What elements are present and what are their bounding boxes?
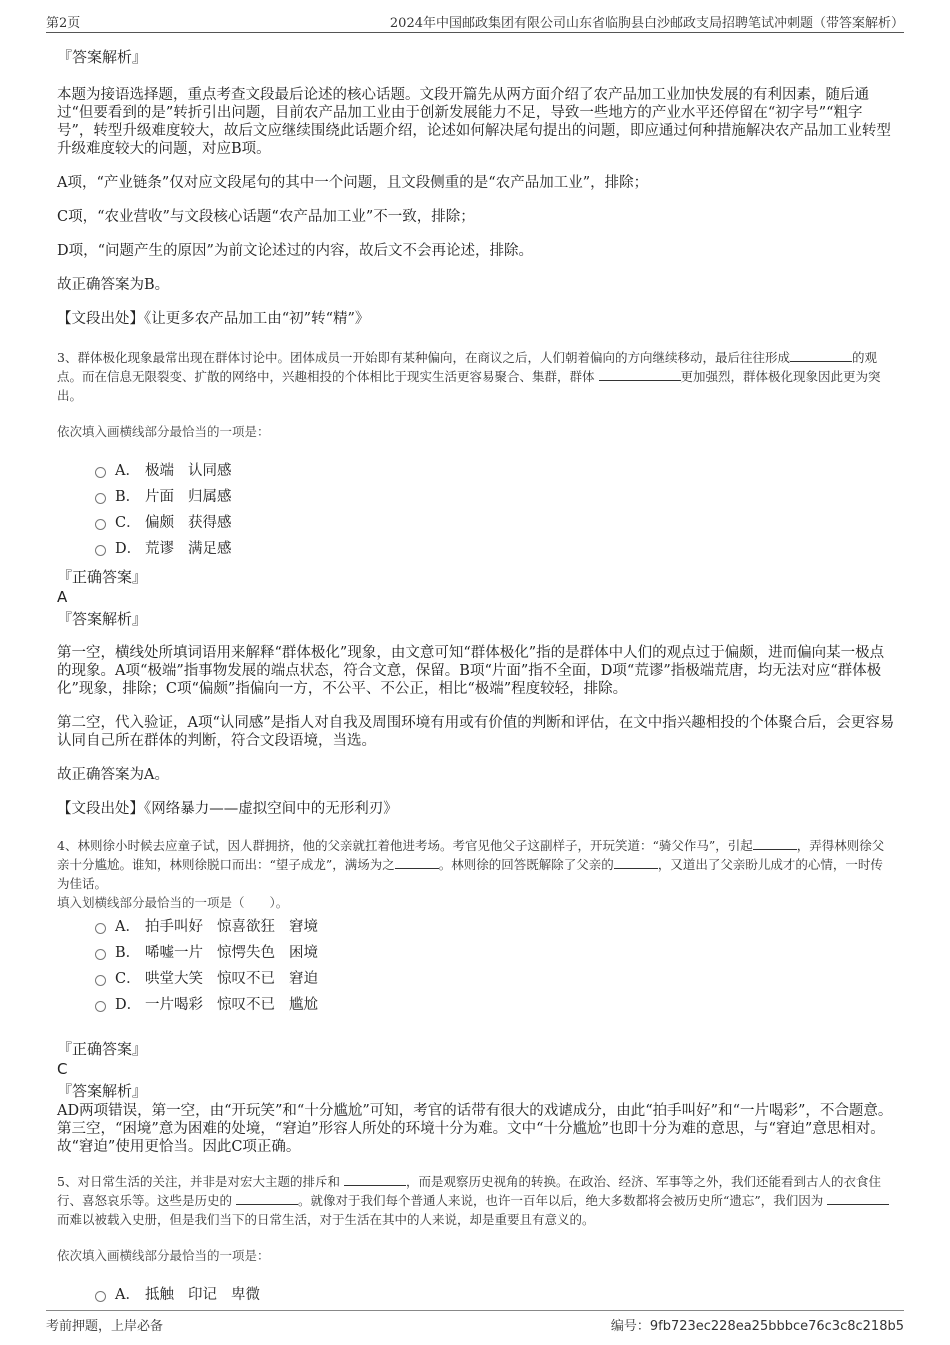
- q4-analysis: AD两项错误，第一空，由“开玩笑”和“十分尴尬”可知，考官的话带有很大的戏谑成分，由此“拍手叫好”和“一片喝彩”，不合题意。第三空，“困境”意为困难的处境，“窘迫”形容人所处的环境十分为难。文中“十分尴尬”也即十分为难的意思，与“窘迫”意思相对。故“窘迫”使用更恰当。因此C项正确。: [57, 1103, 893, 1155]
- q5-blank-2: [236, 1192, 298, 1205]
- radio-icon[interactable]: [95, 923, 106, 934]
- q4-blank-2: [395, 856, 439, 869]
- footer-slogan: 考前押题，上岸必备: [46, 1319, 164, 1334]
- radio-icon[interactable]: [95, 493, 106, 504]
- q4-correct-answer: C: [57, 1060, 68, 1078]
- q4-option-c[interactable]: C． 哄堂大笑 惊叹不已 窘迫: [95, 966, 895, 992]
- q3-source-label: 【文段出处】: [57, 801, 144, 817]
- q2-source-title: 《让更多农产品加工由“初”转“精”》: [144, 311, 370, 327]
- q5-instruction: 依次填入画横线部分最恰当的一项是：: [57, 1248, 270, 1263]
- q5-question-text: 5、对日常生活的关注，并非是对宏大主题的排斥和 ，而是观察历史视角的转换。在政治、经济、军事等之外，我们还能看到古人的衣食住行、喜怒哀乐等。这些是历史的 。就像对于我们每个普通人来说，也许一百年以后，绝大多数都将会被历史所“遗忘”，我们因为 而难以被载入史册，但是我们当下的日常生活，对于生活在其中的人来说，却是重要且有意义的。: [57, 1172, 895, 1229]
- q5-blank-3: [827, 1192, 889, 1205]
- q3-option-a[interactable]: A． 极端 认同感: [95, 458, 895, 484]
- q4-option-d[interactable]: D． 一片喝彩 惊叹不已 尴尬: [95, 992, 895, 1018]
- page-footer: [46, 1310, 904, 1339]
- q3-analysis-para-2: 第二空，代入验证，A项“认同感”是指人对自我及周围环境有用或有价值的判断和评估，在文中指兴趣相投的个体聚合后，会更容易认同自己所在群体的判断，符合文段语境，当选。: [57, 715, 895, 749]
- q3-option-d[interactable]: D． 荒谬 满足感: [95, 536, 895, 562]
- q3-instruction: 依次填入画横线部分最恰当的一项是：: [57, 424, 270, 439]
- q3-options: [95, 458, 895, 562]
- q3-source: [57, 800, 895, 818]
- page-header: [46, 10, 904, 33]
- document-id: [611, 1315, 904, 1334]
- q4-blank-3: [614, 856, 658, 869]
- q5-options: [95, 1282, 895, 1308]
- q3-analysis-label: 『答案解析』: [57, 610, 148, 628]
- q3-correct-label: 『正确答案』: [57, 568, 148, 586]
- document-title: 2024年中国邮政集团有限公司山东省临朐县白沙邮政支局招聘笔试冲刺题（带答案解析）: [389, 16, 904, 31]
- q2-analysis-c: C项，“农业营收”与文段核心话题“农产品加工业”不一致，排除；: [57, 209, 475, 225]
- radio-icon[interactable]: [95, 545, 106, 556]
- q3-option-c[interactable]: C． 偏颇 获得感: [95, 510, 895, 536]
- document-id-value: 9fb723ec228ea25bbbce76c3c8c218b5: [649, 1319, 904, 1334]
- q3-source-title: 《网络暴力——虚拟空间中的无形利刃》: [144, 801, 398, 817]
- radio-icon[interactable]: [95, 519, 106, 530]
- q4-option-b[interactable]: B． 唏嘘一片 惊愕失色 困境: [95, 940, 895, 966]
- q2-source-label: 【文段出处】: [57, 311, 144, 327]
- q4-blank-1: [753, 837, 797, 850]
- q3-correct-answer: A: [57, 588, 68, 606]
- q3-conclusion: 故正确答案为A。: [57, 767, 169, 783]
- q4-option-a[interactable]: A． 拍手叫好 惊喜欲狂 窘境: [95, 914, 895, 940]
- q2-analysis-label: 『答案解析』: [57, 48, 148, 66]
- q4-instruction: 填入划横线部分最恰当的一项是（ ）。: [57, 895, 289, 910]
- q3-option-b[interactable]: B． 片面 归属感: [95, 484, 895, 510]
- radio-icon[interactable]: [95, 467, 106, 478]
- document-content: [57, 42, 895, 1308]
- q5-option-a[interactable]: A． 抵触 印记 卑微: [95, 1282, 895, 1308]
- q3-question-text: 3、群体极化现象最常出现在群体讨论中。团体成员一开始即有某种偏向，在商议之后，人们朝着偏向的方向继续移动，最后往往形成 的观点。而在信息无限裂变、扩散的网络中，兴趣相投的个体相比于现实生活更容易聚合、集群，群体 更加强烈，群体极化现象因此更为突出。: [57, 350, 881, 403]
- page-number: 第2页: [46, 16, 81, 31]
- q2-analysis-d: D项，“问题产生的原因”为前文论述过的内容，故后文不会再论述，排除。: [57, 243, 533, 259]
- q3-blank-1: [790, 349, 852, 362]
- q4-question-text: 4、林则徐小时候去应童子试，因人群拥挤，他的父亲就扛着他进考场。考官见他父子这副样子，开玩笑道：“骑父作马”，引起 ，弄得林则徐父亲十分尴尬。谁知，林则徐脱口而出：“望子成龙”，满场为之 。林则徐的回答既解除了父亲的 ，又道出了父亲盼儿成才的心情，一时传为佳话。: [57, 838, 885, 891]
- radio-icon[interactable]: [95, 975, 106, 986]
- radio-icon[interactable]: [95, 949, 106, 960]
- radio-icon[interactable]: [95, 1291, 106, 1302]
- q4-options: [95, 914, 895, 1018]
- q4-analysis-label: 『答案解析』: [57, 1082, 148, 1100]
- q2-analysis-a: A项，“产业链条”仅对应文段尾句的其中一个问题，且文段侧重的是“农产品加工业”，排除；: [57, 175, 649, 191]
- radio-icon[interactable]: [95, 1001, 106, 1012]
- q2-source: [57, 310, 895, 328]
- q4-correct-label: 『正确答案』: [57, 1040, 148, 1058]
- q3-blank-2: [599, 368, 681, 381]
- q3-analysis-para-1: 第一空，横线处所填词语用来解释“群体极化”现象，由文意可知“群体极化”指的是群体中人们的观点过于偏颇，进而偏向某一极点的现象。A项“极端”指事物发展的端点状态，符合文意，保留。B项“片面”指不全面，D项“荒谬”指极端荒唐，均无法对应“群体极化”现象，排除；C项“偏颇”指偏向一方，不公平、不公正，相比“极端”程度较轻，排除。: [57, 645, 885, 697]
- q5-blank-1: [344, 1173, 406, 1186]
- document-id-label: 编号：: [610, 1319, 650, 1334]
- q2-conclusion: 故正确答案为B。: [57, 277, 170, 293]
- q2-analysis-para: 本题为接语选择题，重点考查文段最后论述的核心话题。文段开篇先从两方面介绍了农产品加工业加快发展的有利因素，随后通过“但要看到的是”转折引出问题，目前农产品加工业由于创新发展能力不足，导致一些地方的产业水平还停留在“初字号”“粗字号”，转型升级难度较大，故后文应继续围绕此话题介绍，论述如何解决尾句提出的问题，即应通过何种措施解决农产品加工业转型升级难度较大的问题，对应B项。: [57, 87, 891, 157]
